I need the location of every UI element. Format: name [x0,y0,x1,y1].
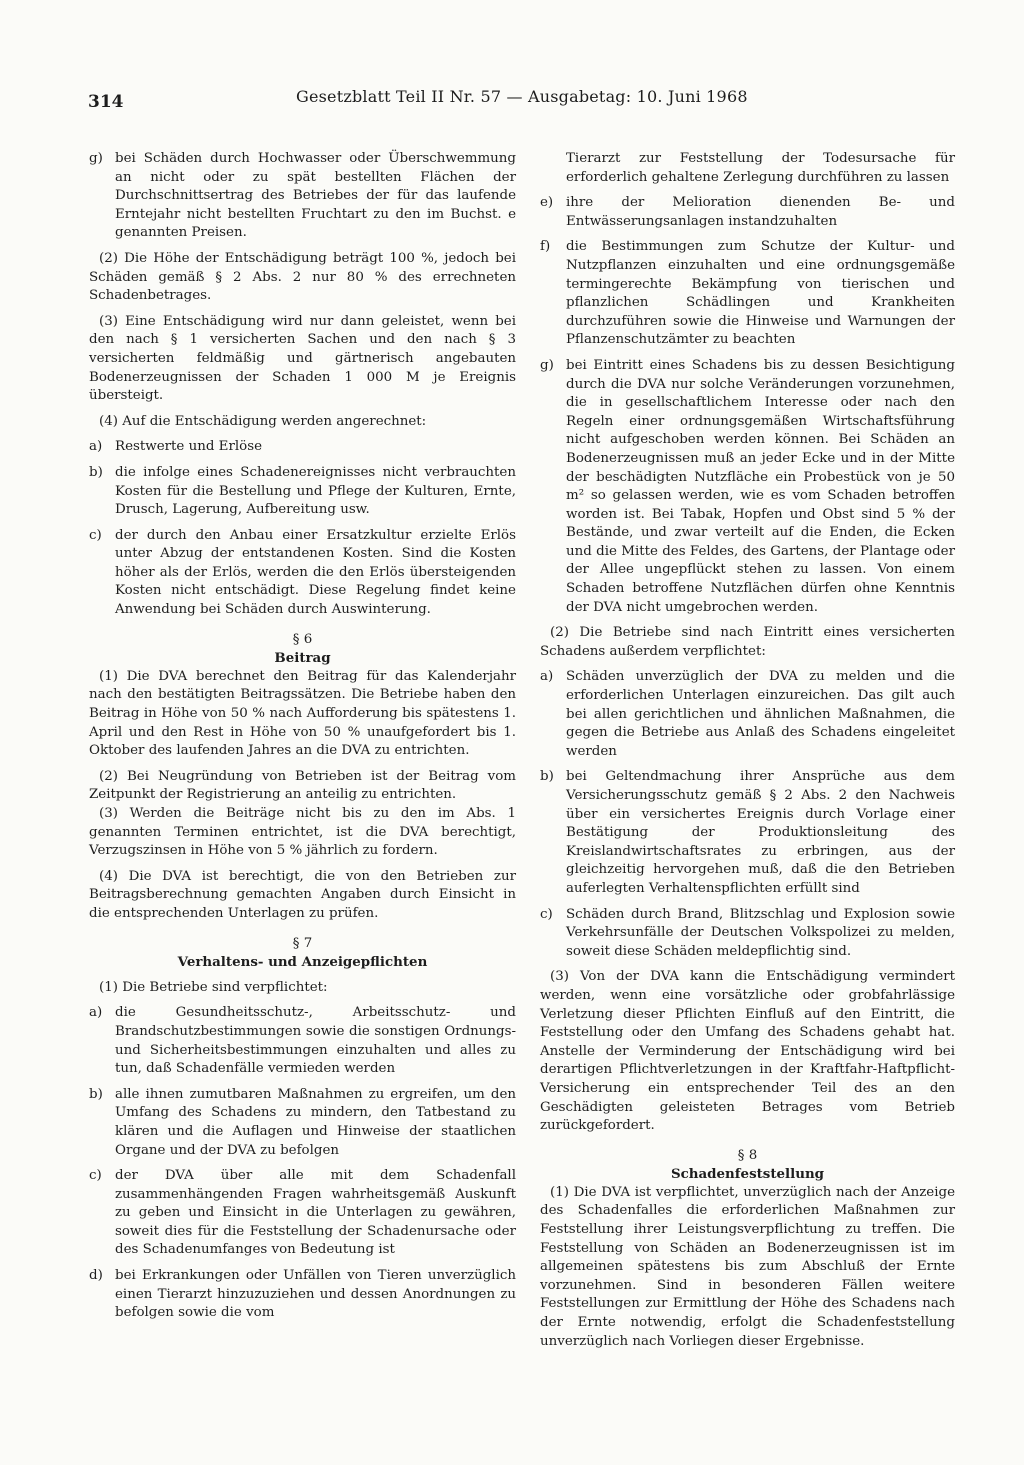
item-marker: e) [540,195,554,211]
section-title: Schadenfeststellung [670,1166,825,1183]
list-item [89,1167,516,1260]
list-item [89,1267,516,1323]
paragraph: (3) Werden die Beiträge nicht bis zu den im Abs. 1 genannten Terminen entrichtet, ist die DVA berechtigt, Verzugszinsen in Höhe von 5 % jährlich zu fordern. [89,806,516,859]
item-text: Tierarzt zur Feststellung der Todesursache für erforderlich gehaltene Zerlegung durchführen zu lassen [566,151,955,185]
list-item [89,150,516,243]
item-text: bei Eintritt eines Schadens bis zu dessen Besichtigung durch die DVA nur solche Veränderungen vorzunehmen, die in gesellschaftlichem Interesse oder nach den Regeln einer ordnungsgemäßen Wirtschaftsführung nicht aufgeschoben werden können. Bei Schäden an Bodenerzeugnissen muß an jeder Ecke und in der Mitte der beschädigten Nutzfläche ein Probestück von je 50 m² so gelassen werden, wie es vom Schaden betroffen worden ist. Bei Tabak, Hopfen und Obst sind 5 % der Bestände, und zwar verteilt auf die Enden, die Ecken und die Mitte des Feldes, des Gartens, der Plantage oder der Allee ungepflückt stehen zu lassen. Von einem Schaden betroffene Nutzflächen dürfen ohne Kenntnis der DVA nicht umgebrochen werden. [566,357,955,615]
section-title: Verhaltens- und Anzeigepflichten [177,954,428,971]
item-text: bei Erkrankungen oder Unfällen von Tieren unverzüglich einen Tierarzt hinzuzuziehen und dessen Anordnungen zu befolgen sowie die vom [115,1268,516,1321]
item-text: der DVA über alle mit dem Schadenfall zusammenhängenden Fragen wahrheitsgemäß Auskunft zu geben und Einsicht in die Unterlagen zu gewähren, soweit dies für die Feststellung der Schadenursache oder des Schadenumfanges von Bedeutung ist [115,1168,516,1258]
paragraph: (3) Eine Entschädigung wird nur dann geleistet, wenn bei den nach § 1 versicherten Sachen und den nach § 3 versicherten feldmäßig und gärtnerisch angebauten Bodenerzeugnissen der Schaden 1 000 M je Ereignis übersteigt. [89,313,516,404]
item-text: Restwerte und Erlöse [115,439,263,455]
item-marker: b) [89,1086,103,1102]
list-item [540,668,955,761]
section-title: Beitrag [274,650,331,667]
item-marker: c) [89,1168,102,1184]
list-item [540,238,955,350]
paragraph: (1) Die DVA ist verpflichtet, unverzüglich nach der Anzeige des Schadenfalles die erforderlichen Maßnahmen zur Feststellung ihrer Leistungsverpflichtung zu treffen. Die Feststellung von Schäden an Bodenerzeugnissen ist im allgemeinen spätestens bis zum Abschluß der Ernte vorzunehmen. Sind in besonderen Fällen weitere Feststellungen zur Ermittlung der Höhe des Schadens nach der Ernte notwendig, erfolgt die Schadenfeststellung unverzüglich nach Vorliegen dieser Ergebnisse. [540,1184,955,1349]
item-marker: b) [540,769,554,785]
item-text: ihre der Melioration dienenden Be- und Entwässerungsanlagen instandzuhalten [566,195,955,229]
paragraph: (2) Die Höhe der Entschädigung beträgt 100 %, jedoch bei Schäden gemäß § 2 Abs. 2 nur 80 % des errechneten Schadenbetrages. [89,250,516,304]
item-text: Schäden durch Brand, Blitzschlag und Explosion sowie Verkehrsunfälle der Deutschen Volkspolizei zu melden, soweit diese Schäden meldepflichtig sind. [566,906,955,959]
item-marker: c) [540,906,553,922]
item-text: Schäden unverzüglich der DVA zu melden und die erforderlichen Unterlagen einzureichen. Das gilt auch bei allen gerichtlichen und ähnlichen Maßnahmen, die gegen die Betriebe aus Anlaß des Schadens eingeleitet werden [566,669,955,759]
list-item [89,527,516,620]
left-column [89,150,516,1323]
item-marker: g) [540,357,554,373]
item-text: die infolge eines Schadenereignisses nicht verbrauchten Kosten für die Bestellung und Pflege der Kulturen, Ernte, Drusch, Lagerung, Aufbereitung usw. [115,464,516,518]
list-item [540,906,955,962]
list-item [89,1086,516,1160]
paragraph: (2) Die Betriebe sind nach Eintritt eines versicherten Schadens außerdem verpflichtet: [540,625,955,659]
section-number: § 7 [292,935,313,951]
deduction-list [89,438,516,619]
paragraph: (2) Bei Neugründung von Betrieben ist der Beitrag vom Zeitpunkt der Registrierung an anteilig zu entrichten. [89,768,516,803]
item-marker: f) [540,239,551,255]
item-text: der durch den Anbau einer Ersatzkultur erzielte Erlös unter Abzug der entstandenen Kosten. Sind die Kosten höher als der Erlös, werden die den Erlös übersteigenden Kosten nicht entschädigt. Diese Regelung findet keine Anwendung bei Schäden durch Auswinterung. [115,527,516,618]
item-marker: g) [89,151,103,166]
list-item [540,357,955,617]
damage-obligations-list [540,668,955,961]
paragraph: (3) Von der DVA kann die Entschädigung vermindert werden, wenn eine vorsätzliche oder grobfahrlässige Verletzung dieser Pflichten Einfluß auf den Eintritt, die Feststellung oder den Umfang des Schadens gehabt hat. Anstelle der Verminderung der Entschädigung wird bei derartigen Pflichtverletzungen in der Kraftfahr-Haftpflicht-Versicherung ein entsprechender Teil des an den Geschädigten geleisteten Betrages vom Betrieb zurückgefordert. [540,969,955,1134]
paragraph: (4) Auf die Entschädigung werden angerechnet: [99,413,427,429]
list-item-continued [540,150,955,187]
running-header: Gesetzblatt Teil II Nr. 57 — Ausgabetag: 10. Juni 1968 [296,87,748,106]
list-item [89,1004,516,1078]
list-item [540,768,955,898]
paragraph: (4) Die DVA ist berechtigt, die von den Betrieben zur Beitragsberechnung gemachten Angaben durch Einsicht in die entsprechenden Unterlagen zu prüfen. [89,868,516,921]
item-text: die Bestimmungen zum Schutze der Kultur- und Nutzpflanzen einzuhalten und eine ordnungsgemäße termingerechte Bekämpfung von tierischen und pflanzlichen Schädlingen und Krankheiten durchzuführen sowie die Hinweise und Warnungen der Pflanzenschutzämter zu beachten [566,239,955,348]
item-text: alle ihnen zumutbaren Maßnahmen zu ergreifen, um den Umfang des Schadens zu mindern, den Tatbestand zu klären und die Auflagen und Hinweise der staatlichen Organe und der DVA zu befolgen [115,1086,516,1158]
item-text: bei Geltendmachung ihrer Ansprüche aus dem Versicherungsschutz gemäß § 2 Abs. 2 den Nachweis über ein versichertes Ereignis durch Vorlage einer Bestätigung der Produktionsleitung des Kreislandwirtschaftsrates zu erbringen, aus der gleichzeitig hervorgehen muß, daß die den Betrieben auferlegten Verhaltenspflichten erfüllt sind [566,769,955,896]
item-text: die Gesundheitsschutz-, Arbeitsschutz- und Brandschutzbestimmungen sowie die sonstigen Ordnungs- und Sicherheitsbestimmungen einzuhalten und alles zu tun, daß Schadenfälle vermieden werden [115,1005,516,1077]
item-marker: b) [89,464,103,480]
right-column [540,150,955,1351]
item-marker: a) [89,439,103,455]
item-marker: a) [89,1005,103,1021]
section-number: § 8 [737,1147,758,1163]
list-item [540,194,955,231]
list-item [89,438,516,457]
paragraph: (1) Die DVA berechnet den Beitrag für das Kalenderjahr nach den bestätigten Beitragssätzen. Die Betriebe haben den Beitrag in Höhe von 50 % nach Aufforderung bis spätestens 1. April und den Rest in Höhe von 50 % unaufgefordert bis 1. Oktober des laufenden Jahres an die DVA zu entrichten. [89,668,516,759]
paragraph: (1) Die Betriebe sind verpflichtet: [99,979,328,995]
item-text: bei Schäden durch Hochwasser oder Überschwemmung an nicht oder zu spät bestellten Flächen der Durchschnittsertrag des Betriebes der für das laufende Erntejahr nicht bestellten Fruchtart zu den im Buchst. e genannten Preisen. [115,151,516,241]
page-number: 314 [88,92,124,112]
item-marker: d) [89,1268,103,1284]
item-marker: a) [540,669,554,685]
section-number: § 6 [292,631,313,647]
item-marker: c) [89,527,102,543]
obligations-list-continued [540,194,955,617]
obligations-list [89,1004,516,1323]
list-item [89,464,516,520]
